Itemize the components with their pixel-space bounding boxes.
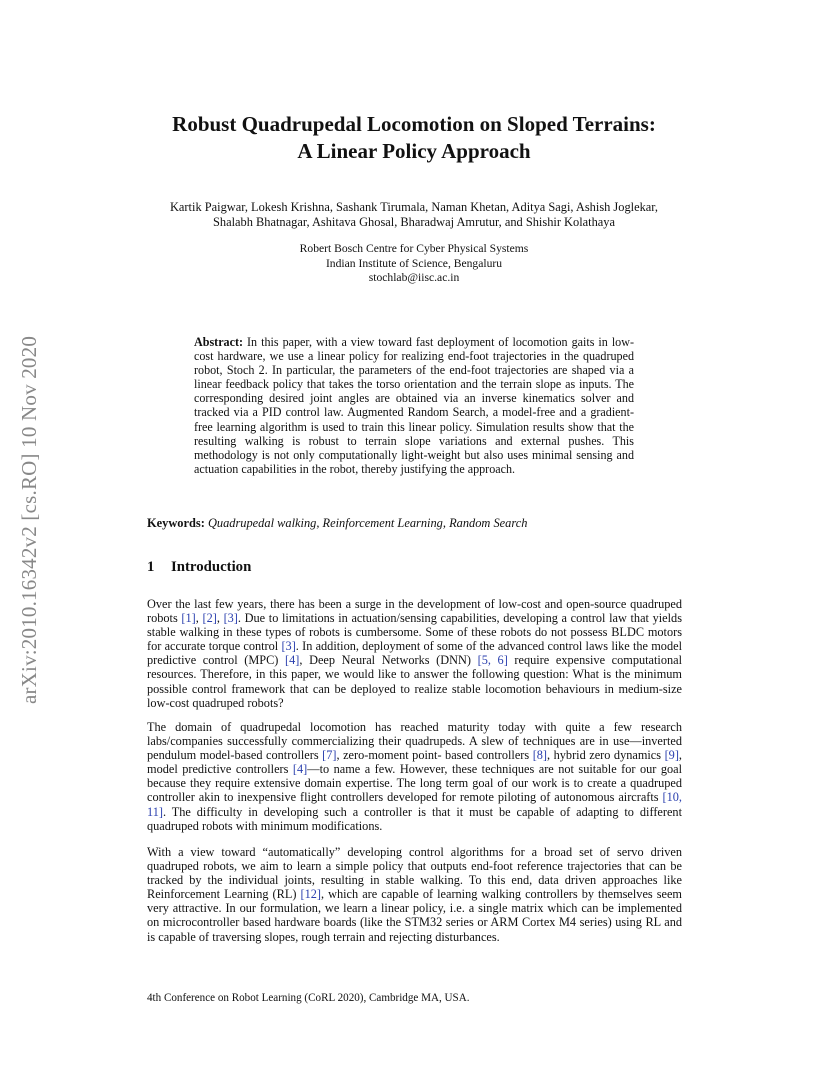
citation-link[interactable]: [12] (300, 887, 321, 902)
authors-line-2: Shalabh Bhatnagar, Ashitava Ghosal, Bharadwaj Amrutur, and Shishir Kolathaya (213, 215, 615, 229)
intro-paragraph-2 (147, 720, 682, 833)
author-list (0, 200, 828, 230)
citation-link[interactable]: [5, 6] (477, 653, 508, 668)
text-run: . Due to limitations in actuation/sensing capabilities, developing a control law that yields stable walking in these types of robots is cumbersome. Some of these robots do not possess BLDC motors for accurate torque control (147, 611, 682, 654)
citation-link[interactable]: [9] (664, 748, 679, 763)
citation-link[interactable]: [1] (181, 611, 196, 626)
text-run: . The difficulty in developing such a controller is that it must be capable of adapting to different quadruped robots with minimum modifications. (147, 804, 682, 833)
authors-line-1: Kartik Paigwar, Lokesh Krishna, Sashank Tirumala, Naman Khetan, Aditya Sagi, Ashish Joglekar, (169, 200, 659, 214)
text-run: , hybrid zero dynamics (547, 748, 665, 763)
abstract-text: In this paper, with a view toward fast deployment of locomotion gaits in low-cost hardware, we use a linear policy for realizing end-foot trajectories in the quadruped robot, Stoch 2. In particular, the parameters of the end-foot trajectories are shaped via a linear feedback policy that takes the torso orientation and the terrain slope as inputs. The corresponding desired joint angles are obtained via an inverse kinematics solver and tracked via a PID control law. Augmented Random Search, a model-free and a gradient-free learning algorithm is used to train this linear policy. Simulation results show that the resulting walking is robust to terrain slope variations and external pushes. This methodology is not only computationally light-weight but also uses minimal sensing and actuation capabilities in the robot, thereby justifying the approach. (194, 335, 634, 476)
citation-link[interactable]: [2] (202, 611, 217, 626)
keywords-label: Keywords: (147, 516, 205, 530)
affiliation-line-2: Indian Institute of Science, Bengaluru (325, 256, 503, 270)
section-title: Introduction (171, 559, 252, 575)
citation-link[interactable]: [3] (281, 639, 296, 654)
conference-footnote: 4th Conference on Robot Learning (CoRL 2020), Cambridge MA, USA. (147, 992, 470, 1004)
intro-paragraph-1 (147, 597, 682, 710)
intro-paragraph-3 (147, 845, 682, 944)
text-run: require expensive computational resources. Therefore, in this paper, we would like to answer the following question: What is the minimum possible control framework that can be deployed to realize stable locomotion behaviours in medium-size low-cost quadruped robots? (147, 653, 682, 710)
citation-link[interactable]: [7] (322, 748, 337, 763)
citation-link[interactable]: [4] (285, 653, 300, 668)
contact-email: stochlab@iisc.ac.in (368, 271, 460, 284)
keywords (147, 516, 687, 531)
citation-link[interactable]: [3] (223, 611, 238, 626)
affiliation-line-1: Robert Bosch Centre for Cyber Physical Systems (299, 242, 529, 255)
text-run: , zero-moment point- based controllers (336, 748, 533, 763)
arxiv-identifier: arXiv:2010.16342v2 [cs.RO] 10 Nov 2020 (17, 335, 41, 705)
section-number: 1 (147, 559, 155, 575)
text-run: , which are capable of learning walking controllers by themselves seem very attractive. In our formulation, we learn a linear policy, i.e. a single matrix which can be implemented on microcontroller based hardware boards (like the STM32 series or ARM Cortex M4 series) using RL and is capable of traversing slopes, rough terrain and rejecting disturbances. (147, 887, 682, 944)
title-line-2: A Linear Policy Approach (297, 139, 531, 163)
text-run: , Deep Neural Networks (DNN) (299, 653, 478, 668)
citation-link[interactable]: [8] (532, 748, 548, 763)
text-run: , (195, 611, 203, 626)
text-run: , (216, 611, 224, 626)
abstract (194, 335, 634, 476)
text-run: —to name a few. However, these techniques are not suitable for our goal because they require extensive domain expertise. The long term goal of our work is to create a quadruped controller akin to inexpensive flight controllers developed for remote piloting of autonomous aircrafts (147, 762, 682, 805)
text-run: With a view toward “automatically” developing control algorithms for a broad set of servo driven quadruped robots, we aim to learn a simple policy that outputs end-foot reference trajectories that can be tracked by the individual joints, resulting in stable walking. To this end, data driven approaches like Reinforcement Learning (RL) (147, 845, 682, 902)
text-run: , model predictive controllers (147, 748, 682, 777)
abstract-label: Abstract: (194, 335, 244, 349)
paper-title (0, 111, 828, 165)
citation-link[interactable]: [4] (292, 762, 308, 777)
citation-link[interactable]: [10, 11] (147, 790, 682, 819)
text-run: Over the last few years, there has been a surge in the development of low-cost and open-source quadruped robots (147, 597, 682, 626)
section-heading-introduction (147, 558, 251, 576)
text-run: . In addition, deployment of some of the advanced control laws like the model predictive control (MPC) (147, 639, 682, 668)
title-line-1: Robust Quadrupedal Locomotion on Sloped Terrains: (172, 112, 656, 136)
keywords-text: Quadrupedal walking, Reinforcement Learning, Random Search (207, 516, 528, 530)
affiliation-block (0, 242, 828, 286)
text-run: The domain of quadrupedal locomotion has reached maturity today with quite a few research labs/companies successfully commercializing their quadrupeds. A slew of techniques are in use—inverted pendulum model-based controllers (147, 720, 682, 763)
